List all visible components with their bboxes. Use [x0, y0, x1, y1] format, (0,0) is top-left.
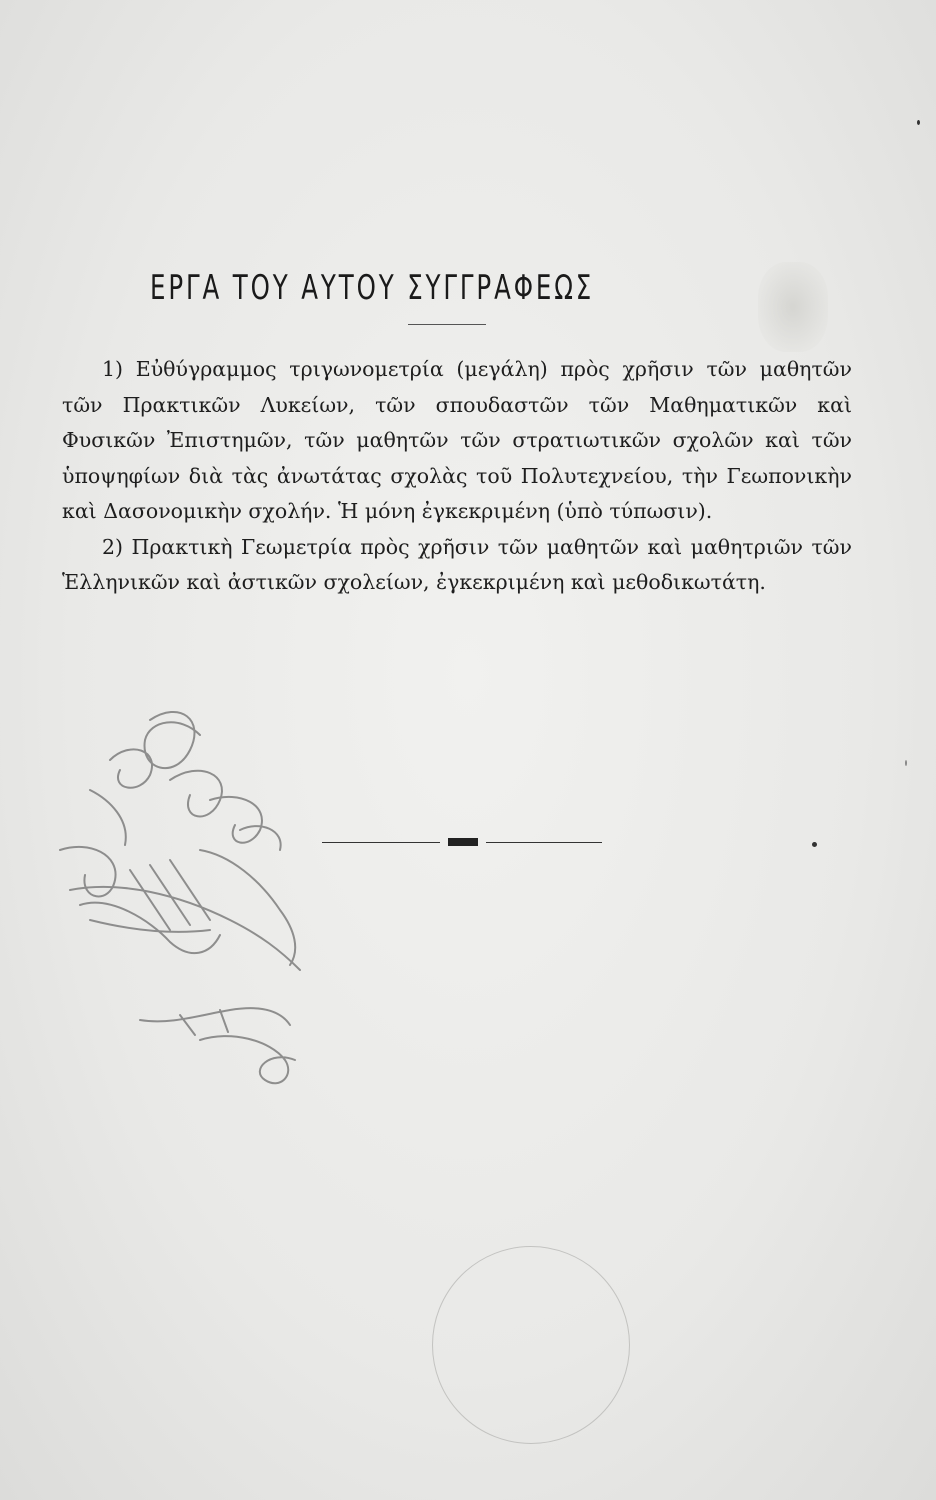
ink-speck: [812, 842, 817, 847]
work-entry-1: 1) Εὐθύγραμμος τριγωνομετρία (μεγάλη) πρὸς χρῆσιν τῶν μαθητῶν τῶν Πρακτικῶν Λυκείων, τῶν σπουδαστῶν τῶν Μαθηματικῶν καὶ Φυσικῶν Ἐπιστημῶν, τῶν μαθητῶν τῶν στρατιωτικῶν σχολῶν καὶ τῶν ὑποψηφίων διὰ τὰς ἀνωτάτας σχολὰς τοῦ Πολυτεχνείου, τὴν Γεωπονικὴν καὶ Δασονομικὴν σχολήν. Ἡ μόνη ἐγκεκριμένη (ὑπὸ τύπωσιν).: [62, 357, 852, 523]
work-entry-2: 2) Πρακτικὴ Γεωμετρία πρὸς χρῆσιν τῶν μαθητῶν καὶ μαθητριῶν τῶν Ἑλληνικῶν καὶ ἀστικῶν σχολείων, ἐγκεκριμένη καὶ μεθοδικωτάτη.: [62, 534, 852, 594]
section-divider-ornament: [448, 838, 478, 846]
section-divider-left: [322, 842, 440, 843]
works-list: [62, 352, 852, 601]
handwritten-signature: [30, 680, 350, 1160]
title-underline: [408, 324, 486, 325]
ink-speck: [905, 760, 907, 766]
paper-stain: [758, 262, 828, 352]
faint-circular-stamp: [432, 1246, 630, 1444]
page-title: ΕΡΓΑ ΤΟΥ ΑΥΤΟΥ ΣΥΓΓΡΑΦΕΩΣ: [150, 268, 595, 308]
section-divider-right: [486, 842, 602, 843]
ink-speck: [917, 120, 920, 125]
